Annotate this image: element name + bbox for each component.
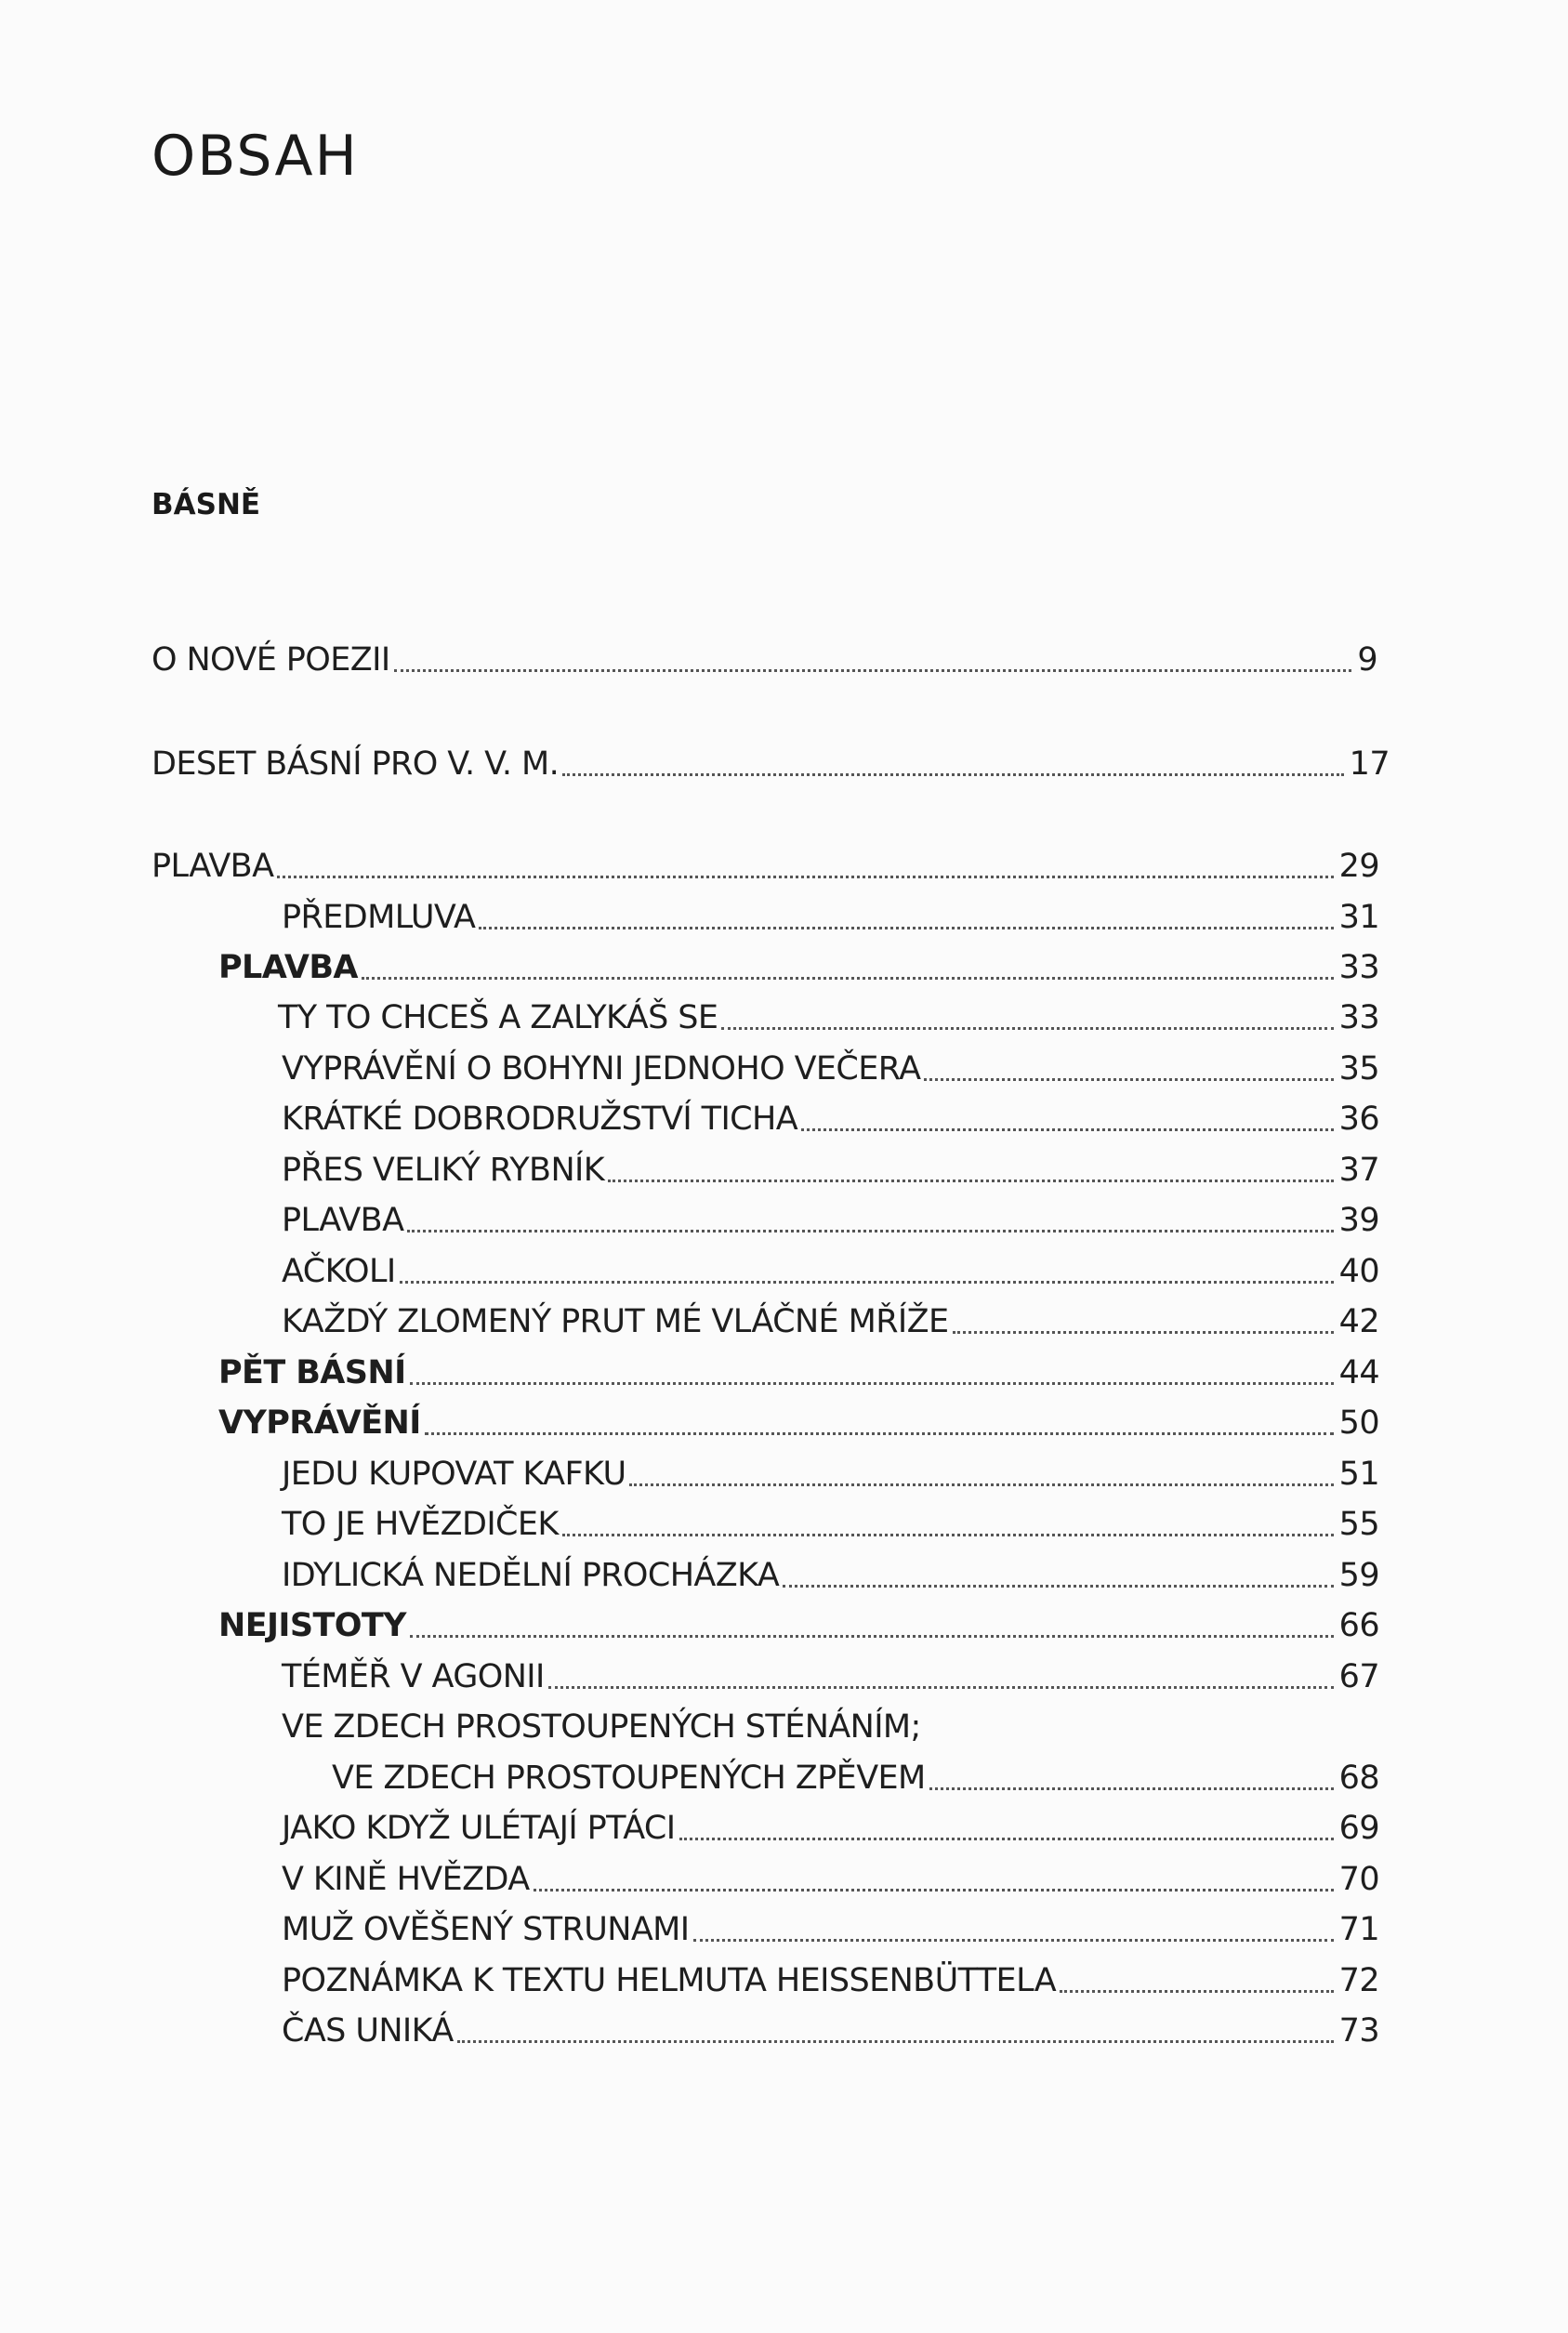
toc-entry	[282, 1294, 1379, 1342]
toc-entry-page: 51	[1338, 1456, 1379, 1493]
toc-entry-title: VYPRÁVĚNÍ	[218, 1404, 421, 1442]
toc-entry-title: PŘES VELIKÝ RYBNÍK	[282, 1152, 605, 1189]
toc-entry	[282, 1091, 1379, 1140]
toc-entry-page: 17	[1349, 745, 1390, 783]
toc-entry-title: TY TO CHCEŠ A ZALYKÁŠ SE	[278, 999, 718, 1036]
toc-entry-title: O NOVÉ POEZII	[152, 641, 390, 679]
toc-entry	[282, 1496, 1379, 1545]
toc-entry-page: 39	[1338, 1202, 1379, 1239]
dot-leader	[929, 1787, 1334, 1790]
toc-entry	[282, 1902, 1379, 1950]
toc-entry-page: 66	[1338, 1607, 1379, 1644]
dot-leader	[721, 1027, 1333, 1030]
dot-leader	[277, 876, 1333, 878]
toc-entry	[152, 736, 1390, 784]
toc-entry	[282, 1649, 1379, 1697]
toc-entry-title: VYPRÁVĚNÍ O BOHYNI JEDNOHO VEČERA	[282, 1050, 921, 1087]
toc-entry-title: JEDU KUPOVAT KAFKU	[282, 1456, 626, 1493]
toc-entry-title: PLAVBA	[282, 1202, 404, 1239]
toc-entry	[218, 1598, 1379, 1646]
toc-entry-title: NEJISTOTY	[218, 1607, 406, 1644]
toc-entry-page: 55	[1338, 1506, 1379, 1543]
toc-entry-page: 33	[1338, 949, 1379, 986]
toc-entry-title: PLAVBA	[218, 949, 358, 986]
dot-leader	[629, 1483, 1333, 1486]
toc-entry-title: DESET BÁSNÍ PRO V. V. M.	[152, 745, 560, 783]
toc-entry	[282, 1800, 1379, 1849]
toc-entry	[282, 1852, 1379, 1900]
toc-entry-title: KRÁTKÉ DOBRODRUŽSTVÍ TICHA	[282, 1101, 798, 1138]
dot-leader	[410, 1382, 1334, 1385]
toc-entry-title: KAŽDÝ ZLOMENÝ PRUT MÉ VLÁČNÉ MŘÍŽE	[282, 1303, 949, 1340]
dot-leader	[425, 1432, 1334, 1435]
toc-entry	[282, 1244, 1379, 1292]
toc-entry-title: TO JE HVĚZDIČEK	[282, 1506, 559, 1543]
dot-leader	[801, 1128, 1334, 1131]
toc-entry	[152, 632, 1377, 680]
dot-leader	[400, 1281, 1334, 1284]
toc-entry-page: 37	[1338, 1152, 1379, 1189]
dot-leader	[410, 1635, 1334, 1638]
toc-entry-title: TÉMĚŘ V AGONII	[282, 1658, 545, 1695]
toc-entry	[282, 1041, 1379, 1089]
toc-entry	[282, 1193, 1379, 1241]
toc-entry-page: 40	[1338, 1253, 1379, 1290]
toc-entry-title: IDYLICKÁ NEDĚLNÍ PROCHÁZKA	[282, 1557, 780, 1594]
toc-entry-title: MUŽ OVĚŠENÝ STRUNAMI	[282, 1911, 690, 1948]
dot-leader	[924, 1078, 1333, 1081]
dot-leader	[693, 1939, 1334, 1942]
toc-entry-title: JAKO KDYŽ ULÉTAJÍ PTÁCI	[282, 1810, 676, 1847]
toc-entry	[332, 1750, 1379, 1799]
toc-entry	[282, 890, 1379, 938]
toc-entry-page: 67	[1338, 1658, 1379, 1695]
toc-entry-page: 71	[1338, 1911, 1379, 1948]
toc-entry-title: VE ZDECH PROSTOUPENÝCH ZPĚVEM	[332, 1760, 926, 1797]
toc-entry-page: 36	[1338, 1101, 1379, 1138]
dot-leader	[479, 927, 1333, 929]
toc-entry-title: VE ZDECH PROSTOUPENÝCH STÉNÁNÍM;	[282, 1708, 921, 1746]
toc-entry-title: AČKOLI	[282, 1253, 396, 1290]
dot-leader	[548, 1686, 1334, 1689]
dot-leader	[534, 1889, 1334, 1891]
toc-entry-title: PĚT BÁSNÍ	[218, 1354, 406, 1391]
toc-entry	[282, 2003, 1379, 2051]
dot-leader	[394, 669, 1352, 672]
toc-entry	[282, 1142, 1379, 1191]
toc-entry-title: V KINĚ HVĚZDA	[282, 1861, 530, 1898]
toc-entry-page: 70	[1338, 1861, 1379, 1898]
toc-entry-page: 35	[1338, 1050, 1379, 1087]
toc-entry-page: 31	[1338, 899, 1379, 936]
toc-entry	[218, 940, 1379, 988]
toc-entry-page: 44	[1338, 1354, 1379, 1391]
dot-leader	[407, 1230, 1333, 1232]
toc-entry	[152, 838, 1379, 887]
toc-entry-page: 69	[1338, 1810, 1379, 1847]
toc-entry-page: 9	[1357, 641, 1377, 679]
dot-leader	[457, 2040, 1334, 2043]
dot-leader	[362, 977, 1334, 980]
dot-leader	[1060, 1990, 1334, 1993]
toc-entry-page: 42	[1338, 1303, 1379, 1340]
dot-leader	[562, 1534, 1334, 1536]
toc-entry-title: POZNÁMKA K TEXTU HELMUTA HEISSENBÜTTELA	[282, 1962, 1057, 1999]
toc-entry-page: 73	[1338, 2012, 1379, 2050]
toc-entry	[282, 1953, 1379, 2001]
toc-entry	[218, 1395, 1379, 1443]
toc-entry	[282, 1699, 1379, 1747]
toc-entry-page: 68	[1338, 1760, 1379, 1797]
dot-leader	[783, 1585, 1333, 1588]
toc-entry	[278, 990, 1379, 1038]
toc-entry-page: 33	[1338, 999, 1379, 1036]
toc-entry	[218, 1345, 1379, 1393]
toc-entry-page: 59	[1338, 1557, 1379, 1594]
toc-entry	[282, 1446, 1379, 1495]
dot-leader	[953, 1331, 1334, 1334]
section-heading: BÁSNĚ	[152, 488, 261, 521]
dot-leader	[679, 1838, 1334, 1840]
dot-leader	[562, 773, 1344, 776]
toc-entry-page: 72	[1338, 1962, 1379, 1999]
toc-entry-title: ČAS UNIKÁ	[282, 2012, 454, 2050]
toc-entry-page: 50	[1338, 1404, 1379, 1442]
page-title: OBSAH	[152, 124, 359, 189]
toc-entry	[282, 1548, 1379, 1596]
dot-leader	[608, 1180, 1334, 1182]
toc-entry-page: 29	[1338, 848, 1379, 885]
toc-entry-title: PLAVBA	[152, 848, 274, 885]
toc-entry-title: PŘEDMLUVA	[282, 899, 476, 936]
